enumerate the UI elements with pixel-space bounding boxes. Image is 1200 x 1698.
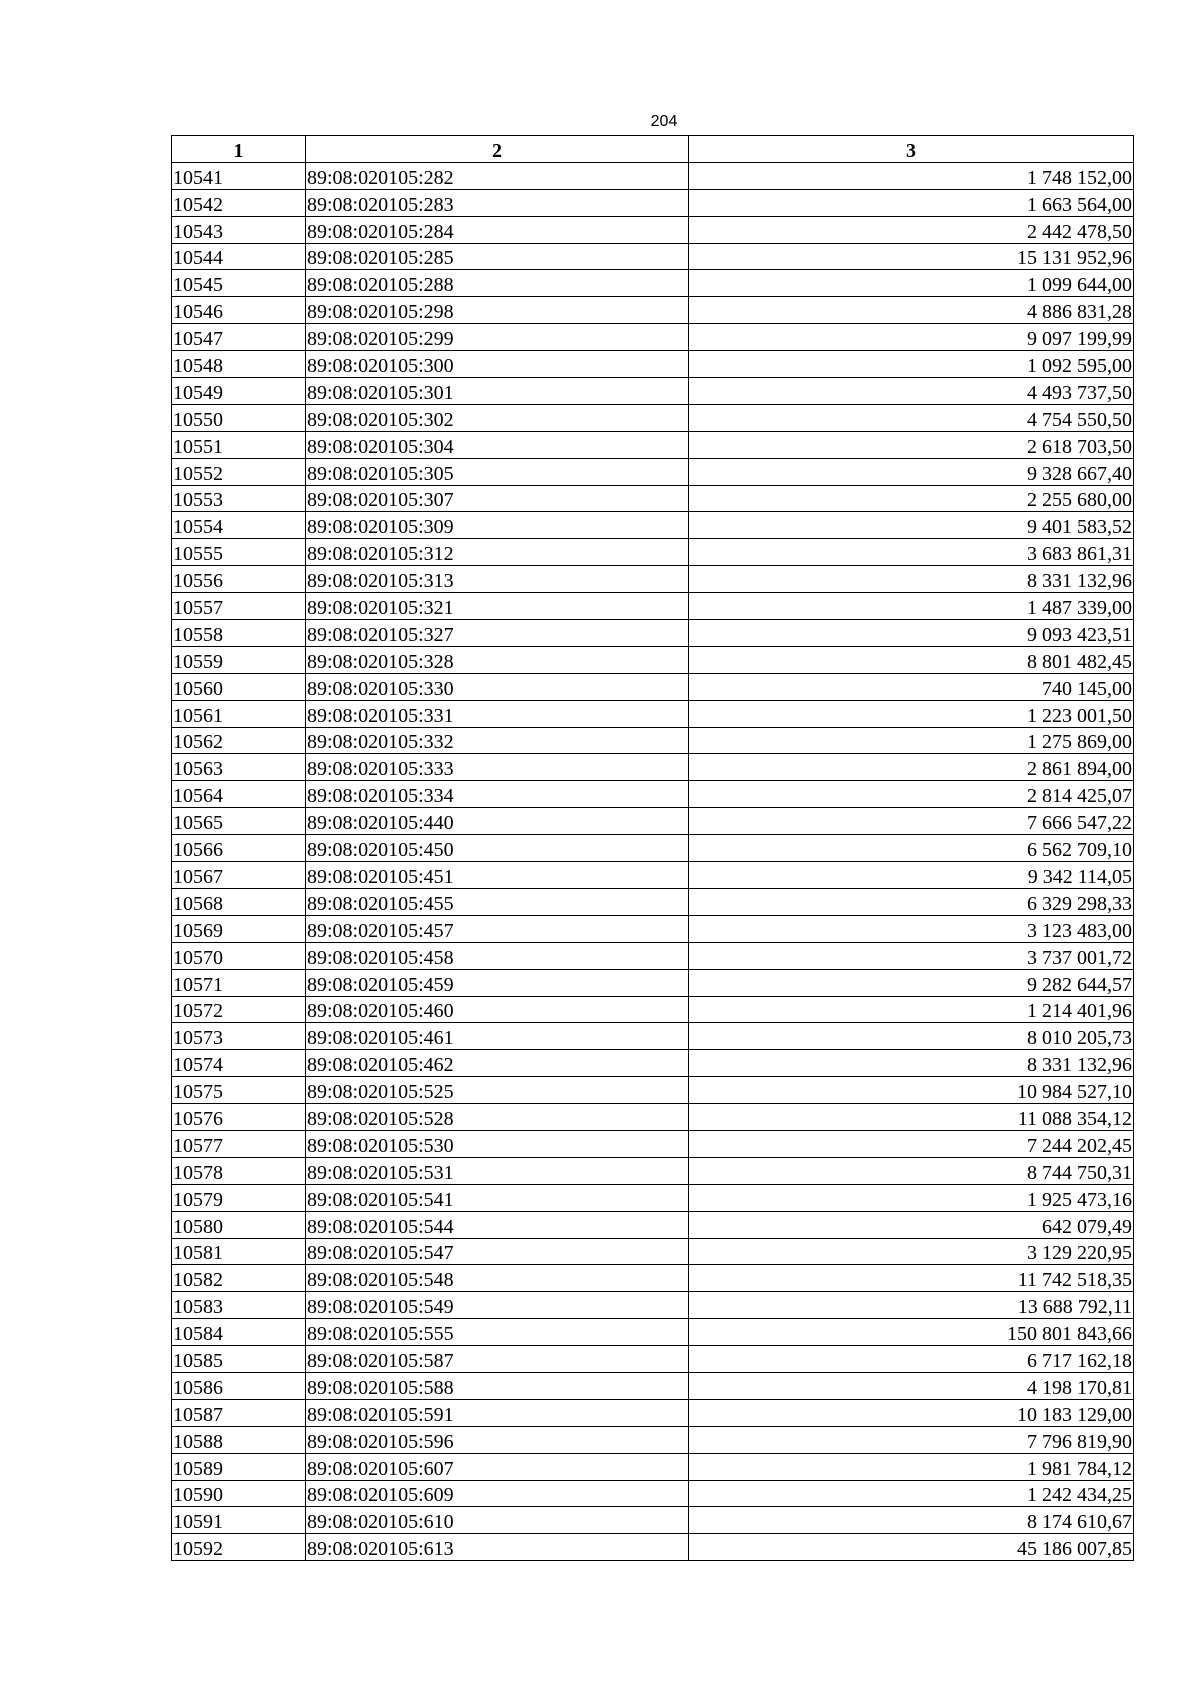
cadastral-number-cell: 89:08:020105:304 xyxy=(306,431,689,458)
cadastral-number-cell: 89:08:020105:283 xyxy=(306,189,689,216)
table-row xyxy=(172,270,1134,297)
cadastral-value-cell: 3 683 861,31 xyxy=(689,539,1134,566)
row-number-cell: 10551 xyxy=(172,431,306,458)
row-number-cell: 10559 xyxy=(172,646,306,673)
table-row xyxy=(172,1399,1134,1426)
cadastral-value-cell: 1 981 784,12 xyxy=(689,1453,1134,1480)
cadastral-number-cell: 89:08:020105:312 xyxy=(306,539,689,566)
cadastral-value-cell: 9 282 644,57 xyxy=(689,969,1134,996)
cadastral-value-cell: 6 329 298,33 xyxy=(689,888,1134,915)
row-number-cell: 10572 xyxy=(172,996,306,1023)
cadastral-number-cell: 89:08:020105:298 xyxy=(306,297,689,324)
row-number-cell: 10543 xyxy=(172,216,306,243)
cadastral-number-cell: 89:08:020105:541 xyxy=(306,1184,689,1211)
row-number-cell: 10546 xyxy=(172,297,306,324)
row-number-cell: 10570 xyxy=(172,942,306,969)
cadastral-value-cell: 4 493 737,50 xyxy=(689,378,1134,405)
row-number-cell: 10583 xyxy=(172,1292,306,1319)
row-number-cell: 10588 xyxy=(172,1426,306,1453)
cadastral-number-cell: 89:08:020105:591 xyxy=(306,1399,689,1426)
page-number: 204 xyxy=(650,113,678,130)
cadastral-value-cell: 3 737 001,72 xyxy=(689,942,1134,969)
row-number-cell: 10562 xyxy=(172,727,306,754)
table-row xyxy=(172,404,1134,431)
row-number-cell: 10563 xyxy=(172,754,306,781)
row-number-cell: 10566 xyxy=(172,835,306,862)
row-number-cell: 10550 xyxy=(172,404,306,431)
cadastral-number-cell: 89:08:020105:301 xyxy=(306,378,689,405)
cadastral-value-cell: 9 093 423,51 xyxy=(689,620,1134,647)
row-number-cell: 10590 xyxy=(172,1480,306,1507)
table-row xyxy=(172,566,1134,593)
cadastral-number-cell: 89:08:020105:282 xyxy=(306,162,689,189)
cadastral-value-cell: 8 174 610,67 xyxy=(689,1507,1134,1534)
cadastral-value-cell: 7 666 547,22 xyxy=(689,808,1134,835)
cadastral-value-cell: 9 401 583,52 xyxy=(689,512,1134,539)
table-row xyxy=(172,539,1134,566)
cadastral-number-cell: 89:08:020105:328 xyxy=(306,646,689,673)
row-number-cell: 10571 xyxy=(172,969,306,996)
cadastral-number-cell: 89:08:020105:288 xyxy=(306,270,689,297)
table-row xyxy=(172,1480,1134,1507)
table-row xyxy=(172,1077,1134,1104)
table-row xyxy=(172,297,1134,324)
table-row xyxy=(172,942,1134,969)
table-row xyxy=(172,1534,1134,1561)
cadastral-value-cell: 2 814 425,07 xyxy=(689,781,1134,808)
row-number-cell: 10587 xyxy=(172,1399,306,1426)
cadastral-number-cell: 89:08:020105:460 xyxy=(306,996,689,1023)
cadastral-number-cell: 89:08:020105:451 xyxy=(306,862,689,889)
table-row xyxy=(172,700,1134,727)
table-row xyxy=(172,1292,1134,1319)
cadastral-value-cell: 1 092 595,00 xyxy=(689,351,1134,378)
table-row xyxy=(172,216,1134,243)
row-number-cell: 10547 xyxy=(172,324,306,351)
cadastral-number-cell: 89:08:020105:457 xyxy=(306,915,689,942)
row-number-cell: 10564 xyxy=(172,781,306,808)
row-number-cell: 10541 xyxy=(172,162,306,189)
cadastral-value-cell: 9 328 667,40 xyxy=(689,458,1134,485)
table-row xyxy=(172,1426,1134,1453)
cadastral-number-cell: 89:08:020105:313 xyxy=(306,566,689,593)
table-row xyxy=(172,1157,1134,1184)
cadastral-number-cell: 89:08:020105:331 xyxy=(306,700,689,727)
cadastral-number-cell: 89:08:020105:333 xyxy=(306,754,689,781)
cadastral-number-cell: 89:08:020105:305 xyxy=(306,458,689,485)
table-row xyxy=(172,1319,1134,1346)
row-number-cell: 10586 xyxy=(172,1372,306,1399)
cadastral-value-cell: 4 198 170,81 xyxy=(689,1372,1134,1399)
row-number-cell: 10565 xyxy=(172,808,306,835)
column-header-3: 3 xyxy=(689,136,1134,163)
cadastral-number-cell: 89:08:020105:440 xyxy=(306,808,689,835)
row-number-cell: 10573 xyxy=(172,1023,306,1050)
cadastral-number-cell: 89:08:020105:458 xyxy=(306,942,689,969)
table-body xyxy=(172,162,1134,1560)
cadastral-value-cell: 10 984 527,10 xyxy=(689,1077,1134,1104)
row-number-cell: 10592 xyxy=(172,1534,306,1561)
table-row xyxy=(172,378,1134,405)
row-number-cell: 10577 xyxy=(172,1130,306,1157)
table-row xyxy=(172,727,1134,754)
table-row xyxy=(172,351,1134,378)
row-number-cell: 10561 xyxy=(172,700,306,727)
table-row xyxy=(172,162,1134,189)
cadastral-number-cell: 89:08:020105:302 xyxy=(306,404,689,431)
cadastral-number-cell: 89:08:020105:321 xyxy=(306,593,689,620)
cadastral-value-cell: 1 925 473,16 xyxy=(689,1184,1134,1211)
cadastral-number-cell: 89:08:020105:531 xyxy=(306,1157,689,1184)
cadastral-value-cell: 2 618 703,50 xyxy=(689,431,1134,458)
table-row xyxy=(172,1238,1134,1265)
cadastral-value-cell: 1 663 564,00 xyxy=(689,189,1134,216)
row-number-cell: 10554 xyxy=(172,512,306,539)
table-row xyxy=(172,1507,1134,1534)
cadastral-value-cell: 8 744 750,31 xyxy=(689,1157,1134,1184)
cadastral-value-cell: 9 342 114,05 xyxy=(689,862,1134,889)
cadastral-number-cell: 89:08:020105:555 xyxy=(306,1319,689,1346)
table-row xyxy=(172,189,1134,216)
table-row xyxy=(172,1130,1134,1157)
row-number-cell: 10552 xyxy=(172,458,306,485)
table-row xyxy=(172,1453,1134,1480)
cadastral-number-cell: 89:08:020105:525 xyxy=(306,1077,689,1104)
cadastral-value-cell: 13 688 792,11 xyxy=(689,1292,1134,1319)
cadastral-number-cell: 89:08:020105:610 xyxy=(306,1507,689,1534)
cadastral-number-cell: 89:08:020105:587 xyxy=(306,1346,689,1373)
cadastral-value-cell: 8 331 132,96 xyxy=(689,1050,1134,1077)
cadastral-number-cell: 89:08:020105:330 xyxy=(306,673,689,700)
cadastral-value-cell: 3 129 220,95 xyxy=(689,1238,1134,1265)
row-number-cell: 10580 xyxy=(172,1211,306,1238)
cadastral-value-cell: 1 275 869,00 xyxy=(689,727,1134,754)
row-number-cell: 10557 xyxy=(172,593,306,620)
cadastral-value-cell: 45 186 007,85 xyxy=(689,1534,1134,1561)
cadastral-value-cell: 2 442 478,50 xyxy=(689,216,1134,243)
cadastral-value-cell: 8 331 132,96 xyxy=(689,566,1134,593)
cadastral-value-cell: 9 097 199,99 xyxy=(689,324,1134,351)
row-number-cell: 10556 xyxy=(172,566,306,593)
table-row xyxy=(172,1211,1134,1238)
table-row xyxy=(172,996,1134,1023)
row-number-cell: 10542 xyxy=(172,189,306,216)
table-row xyxy=(172,324,1134,351)
cadastral-value-cell: 6 562 709,10 xyxy=(689,835,1134,862)
cadastral-value-cell: 1 214 401,96 xyxy=(689,996,1134,1023)
cadastral-number-cell: 89:08:020105:530 xyxy=(306,1130,689,1157)
table-row xyxy=(172,781,1134,808)
row-number-cell: 10574 xyxy=(172,1050,306,1077)
table-header-row xyxy=(172,136,1134,163)
table-row xyxy=(172,888,1134,915)
cadastral-value-cell: 8 801 482,45 xyxy=(689,646,1134,673)
row-number-cell: 10569 xyxy=(172,915,306,942)
table-row xyxy=(172,593,1134,620)
table-row xyxy=(172,646,1134,673)
cadastral-number-cell: 89:08:020105:549 xyxy=(306,1292,689,1319)
table-row xyxy=(172,915,1134,942)
row-number-cell: 10558 xyxy=(172,620,306,647)
row-number-cell: 10581 xyxy=(172,1238,306,1265)
row-number-cell: 10576 xyxy=(172,1104,306,1131)
cadastral-value-cell: 11 742 518,35 xyxy=(689,1265,1134,1292)
cadastral-number-cell: 89:08:020105:596 xyxy=(306,1426,689,1453)
row-number-cell: 10578 xyxy=(172,1157,306,1184)
cadastral-number-cell: 89:08:020105:285 xyxy=(306,243,689,270)
table-row xyxy=(172,620,1134,647)
cadastral-value-cell: 642 079,49 xyxy=(689,1211,1134,1238)
cadastral-value-cell: 2 861 894,00 xyxy=(689,754,1134,781)
cadastral-number-cell: 89:08:020105:327 xyxy=(306,620,689,647)
row-number-cell: 10560 xyxy=(172,673,306,700)
cadastral-value-cell: 150 801 843,66 xyxy=(689,1319,1134,1346)
cadastral-number-cell: 89:08:020105:299 xyxy=(306,324,689,351)
cadastral-number-cell: 89:08:020105:284 xyxy=(306,216,689,243)
table-row xyxy=(172,1184,1134,1211)
cadastral-value-cell: 4 754 550,50 xyxy=(689,404,1134,431)
row-number-cell: 10545 xyxy=(172,270,306,297)
cadastral-value-table xyxy=(171,135,1134,1561)
cadastral-number-cell: 89:08:020105:455 xyxy=(306,888,689,915)
cadastral-number-cell: 89:08:020105:309 xyxy=(306,512,689,539)
table-row xyxy=(172,512,1134,539)
row-number-cell: 10548 xyxy=(172,351,306,378)
cadastral-number-cell: 89:08:020105:544 xyxy=(306,1211,689,1238)
cadastral-number-cell: 89:08:020105:609 xyxy=(306,1480,689,1507)
cadastral-value-cell: 11 088 354,12 xyxy=(689,1104,1134,1131)
cadastral-value-cell: 15 131 952,96 xyxy=(689,243,1134,270)
cadastral-value-cell: 7 244 202,45 xyxy=(689,1130,1134,1157)
table-row xyxy=(172,835,1134,862)
table-row xyxy=(172,862,1134,889)
cadastral-value-cell: 1 487 339,00 xyxy=(689,593,1134,620)
row-number-cell: 10544 xyxy=(172,243,306,270)
table-row xyxy=(172,808,1134,835)
cadastral-number-cell: 89:08:020105:450 xyxy=(306,835,689,862)
cadastral-value-cell: 8 010 205,73 xyxy=(689,1023,1134,1050)
cadastral-value-cell: 1 223 001,50 xyxy=(689,700,1134,727)
table-row xyxy=(172,969,1134,996)
table-row xyxy=(172,458,1134,485)
cadastral-value-cell: 3 123 483,00 xyxy=(689,915,1134,942)
row-number-cell: 10553 xyxy=(172,485,306,512)
table-row xyxy=(172,1023,1134,1050)
table-row xyxy=(172,1265,1134,1292)
table-row xyxy=(172,243,1134,270)
row-number-cell: 10567 xyxy=(172,862,306,889)
column-header-2: 2 xyxy=(306,136,689,163)
row-number-cell: 10584 xyxy=(172,1319,306,1346)
row-number-cell: 10568 xyxy=(172,888,306,915)
table-row xyxy=(172,1050,1134,1077)
row-number-cell: 10575 xyxy=(172,1077,306,1104)
cadastral-value-cell: 10 183 129,00 xyxy=(689,1399,1134,1426)
cadastral-value-cell: 1 099 644,00 xyxy=(689,270,1134,297)
cadastral-number-cell: 89:08:020105:332 xyxy=(306,727,689,754)
table-row xyxy=(172,431,1134,458)
cadastral-number-cell: 89:08:020105:461 xyxy=(306,1023,689,1050)
cadastral-number-cell: 89:08:020105:547 xyxy=(306,1238,689,1265)
cadastral-value-cell: 7 796 819,90 xyxy=(689,1426,1134,1453)
table-row xyxy=(172,1372,1134,1399)
cadastral-number-cell: 89:08:020105:613 xyxy=(306,1534,689,1561)
table-row xyxy=(172,1104,1134,1131)
cadastral-number-cell: 89:08:020105:307 xyxy=(306,485,689,512)
cadastral-value-cell: 4 886 831,28 xyxy=(689,297,1134,324)
cadastral-value-cell: 2 255 680,00 xyxy=(689,485,1134,512)
column-header-1: 1 xyxy=(172,136,306,163)
row-number-cell: 10579 xyxy=(172,1184,306,1211)
table-row xyxy=(172,754,1134,781)
row-number-cell: 10591 xyxy=(172,1507,306,1534)
table-row xyxy=(172,673,1134,700)
cadastral-number-cell: 89:08:020105:334 xyxy=(306,781,689,808)
table-row xyxy=(172,485,1134,512)
cadastral-number-cell: 89:08:020105:607 xyxy=(306,1453,689,1480)
cadastral-number-cell: 89:08:020105:548 xyxy=(306,1265,689,1292)
row-number-cell: 10589 xyxy=(172,1453,306,1480)
cadastral-number-cell: 89:08:020105:300 xyxy=(306,351,689,378)
cadastral-value-cell: 1 242 434,25 xyxy=(689,1480,1134,1507)
row-number-cell: 10585 xyxy=(172,1346,306,1373)
row-number-cell: 10555 xyxy=(172,539,306,566)
cadastral-number-cell: 89:08:020105:588 xyxy=(306,1372,689,1399)
cadastral-value-cell: 1 748 152,00 xyxy=(689,162,1134,189)
cadastral-number-cell: 89:08:020105:528 xyxy=(306,1104,689,1131)
row-number-cell: 10549 xyxy=(172,378,306,405)
row-number-cell: 10582 xyxy=(172,1265,306,1292)
cadastral-number-cell: 89:08:020105:462 xyxy=(306,1050,689,1077)
cadastral-number-cell: 89:08:020105:459 xyxy=(306,969,689,996)
table-row xyxy=(172,1346,1134,1373)
cadastral-value-cell: 6 717 162,18 xyxy=(689,1346,1134,1373)
cadastral-value-cell: 740 145,00 xyxy=(689,673,1134,700)
